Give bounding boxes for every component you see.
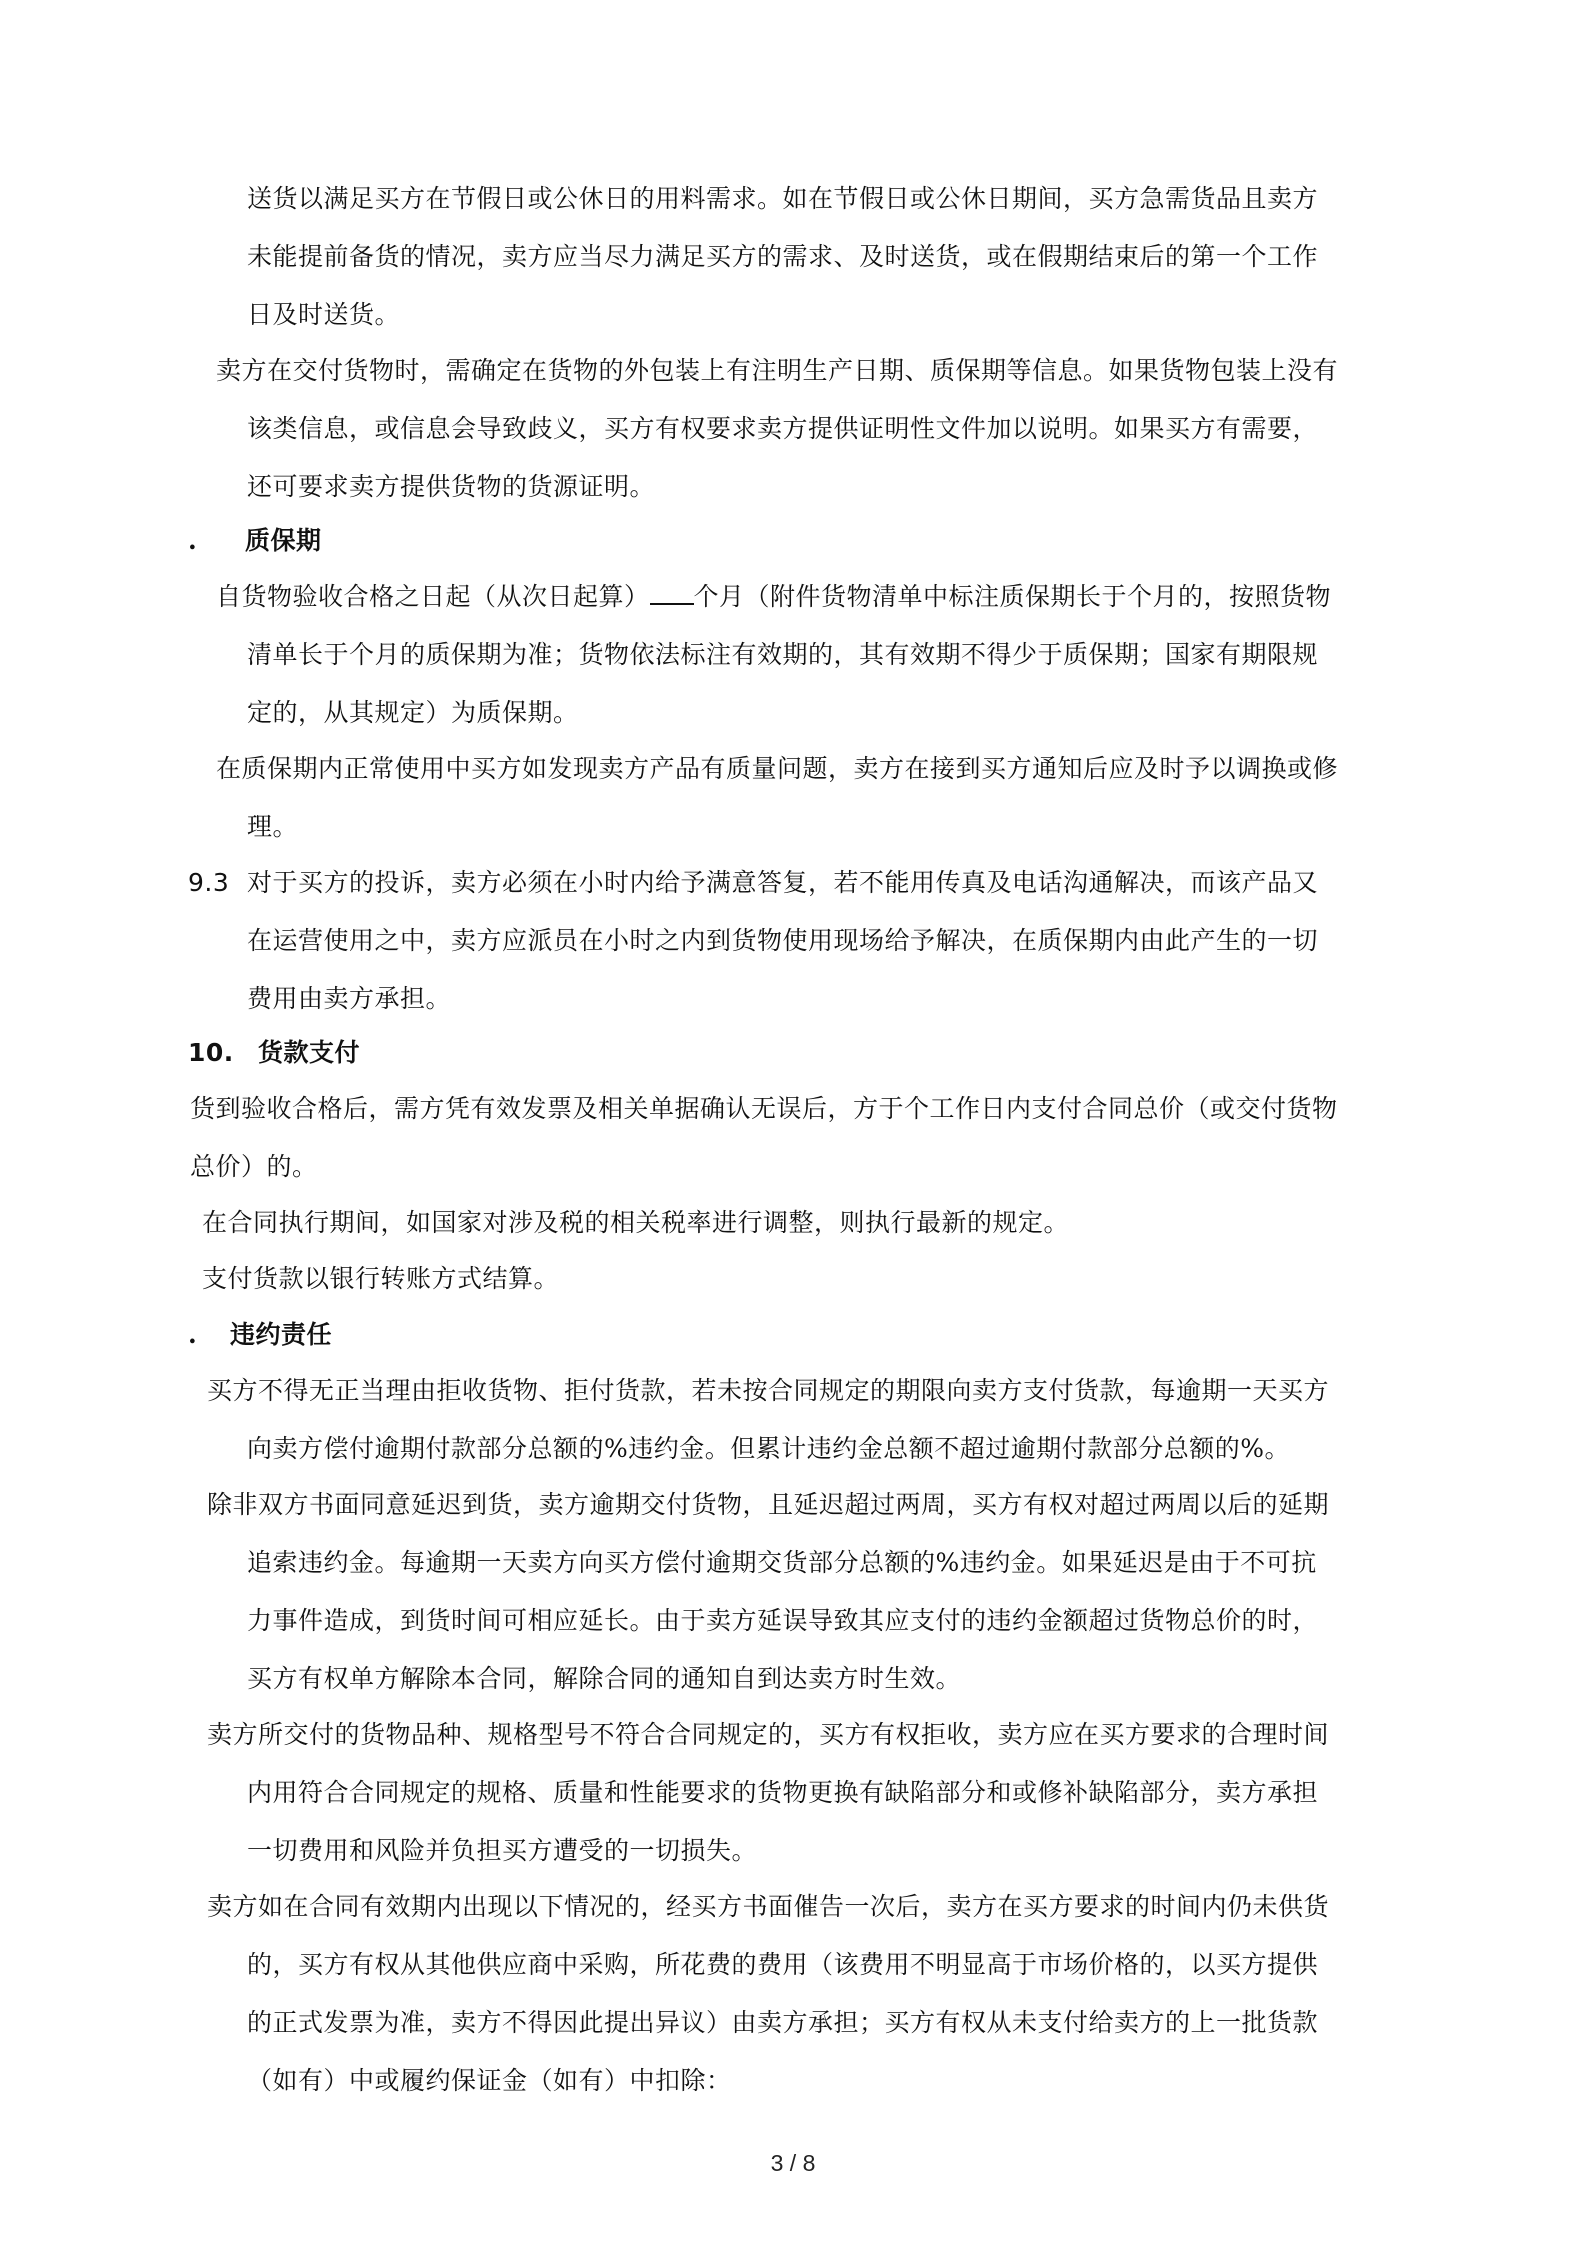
text-line: 买方有权单方解除本合同，解除合同的通知自到达卖方时生效。 <box>247 1664 962 1693</box>
text-line: 未能提前备货的情况，卖方应当尽力满足买方的需求、及时送货，或在假期结束后的第一个工作 <box>247 242 1319 271</box>
text-line: 定的，从其规定）为质保期。 <box>247 698 579 727</box>
text-line: 在合同执行期间，如国家对涉及税的相关税率进行调整，则执行最新的规定。 <box>202 1208 1070 1237</box>
text-line: 送货以满足买方在节假日或公休日的用料需求。如在节假日或公休日期间，买方急需货品且卖方 <box>247 184 1319 213</box>
blank-field <box>650 581 694 605</box>
text-line: 买方不得无正当理由拒收货物、拒付货款，若未按合同规定的期限向卖方支付货款，每逾期一天买方 <box>207 1376 1330 1405</box>
section-heading: 违约责任 <box>230 1320 333 1349</box>
clause-number: 9.3 <box>188 868 230 897</box>
text-line: 除非双方书面同意延迟到货，卖方逾期交付货物，且延迟超过两周，买方有权对超过两周以后的延期 <box>207 1490 1330 1519</box>
text-line: 力事件造成，到货时间可相应延长。由于卖方延误导致其应支付的违约金额超过货物总价的时， <box>247 1606 1319 1635</box>
section-number: . <box>188 1320 198 1349</box>
text-line: 清单长于个月的质保期为准；货物依法标注有效期的，其有效期不得少于质保期；国家有期限规 <box>247 640 1319 669</box>
text-line: 对于买方的投诉，卖方必须在小时内给予满意答复，若不能用传真及电话沟通解决，而该产品又 <box>247 868 1319 897</box>
text-line <box>216 580 1331 614</box>
text-line: 卖方如在合同有效期内出现以下情况的，经买方书面催告一次后，卖方在买方要求的时间内仍未供货 <box>207 1892 1330 1921</box>
text-line: 一切费用和风险并负担买方遭受的一切损失。 <box>247 1836 758 1865</box>
text-line: 的，买方有权从其他供应商中采购，所花费的费用（该费用不明显高于市场价格的，以买方提供 <box>247 1950 1319 1979</box>
section-number: 10. <box>188 1038 234 1067</box>
text-line: 支付货款以银行转账方式结算。 <box>202 1264 560 1293</box>
text-line: 内用符合合同规定的规格、质量和性能要求的货物更换有缺陷部分和或修补缺陷部分，卖方承担 <box>247 1778 1319 1807</box>
text-line: （如有）中或履约保证金（如有）中扣除： <box>247 2066 732 2095</box>
text-line: 总价）的。 <box>190 1152 318 1181</box>
text-line: 日及时送货。 <box>247 300 401 329</box>
text-line: 理。 <box>247 812 299 841</box>
text-line: 追索违约金。每逾期一天卖方向买方偿付逾期交货部分总额的%违约金。如果延迟是由于不可抗 <box>247 1548 1317 1577</box>
text-segment: 自货物验收合格之日起（从次日起算） <box>216 582 650 611</box>
text-line: 卖方所交付的货物品种、规格型号不符合合同规定的，买方有权拒收，卖方应在买方要求的合理时间 <box>207 1720 1330 1749</box>
text-line: 的正式发票为准，卖方不得因此提出异议）由卖方承担；买方有权从未支付给卖方的上一批货款 <box>247 2008 1319 2037</box>
text-line: 卖方在交付货物时，需确定在货物的外包装上有注明生产日期、质保期等信息。如果货物包装上没有 <box>216 356 1339 385</box>
text-line: 在质保期内正常使用中买方如发现卖方产品有质量问题，卖方在接到买方通知后应及时予以调换或修 <box>216 754 1339 783</box>
page-number: 3 / 8 <box>770 2150 816 2176</box>
text-line: 还可要求卖方提供货物的货源证明。 <box>247 472 656 501</box>
text-line: 费用由卖方承担。 <box>247 984 452 1013</box>
text-line: 货到验收合格后，需方凭有效发票及相关单据确认无误后，方于个工作日内支付合同总价（或交付货物 <box>190 1094 1338 1123</box>
text-line: 向卖方偿付逾期付款部分总额的%违约金。但累计违约金总额不超过逾期付款部分总额的%。 <box>247 1434 1291 1463</box>
text-line: 在运营使用之中，卖方应派员在小时之内到货物使用现场给予解决，在质保期内由此产生的一切 <box>247 926 1319 955</box>
section-heading: 货款支付 <box>258 1038 361 1067</box>
text-line: 该类信息，或信息会导致歧义，买方有权要求卖方提供证明性文件加以说明。如果买方有需要， <box>247 414 1319 443</box>
section-heading: 质保期 <box>245 526 322 555</box>
text-segment: 个月（附件货物清单中标注质保期长于个月的，按照货物 <box>693 582 1332 611</box>
section-number: . <box>188 526 198 555</box>
